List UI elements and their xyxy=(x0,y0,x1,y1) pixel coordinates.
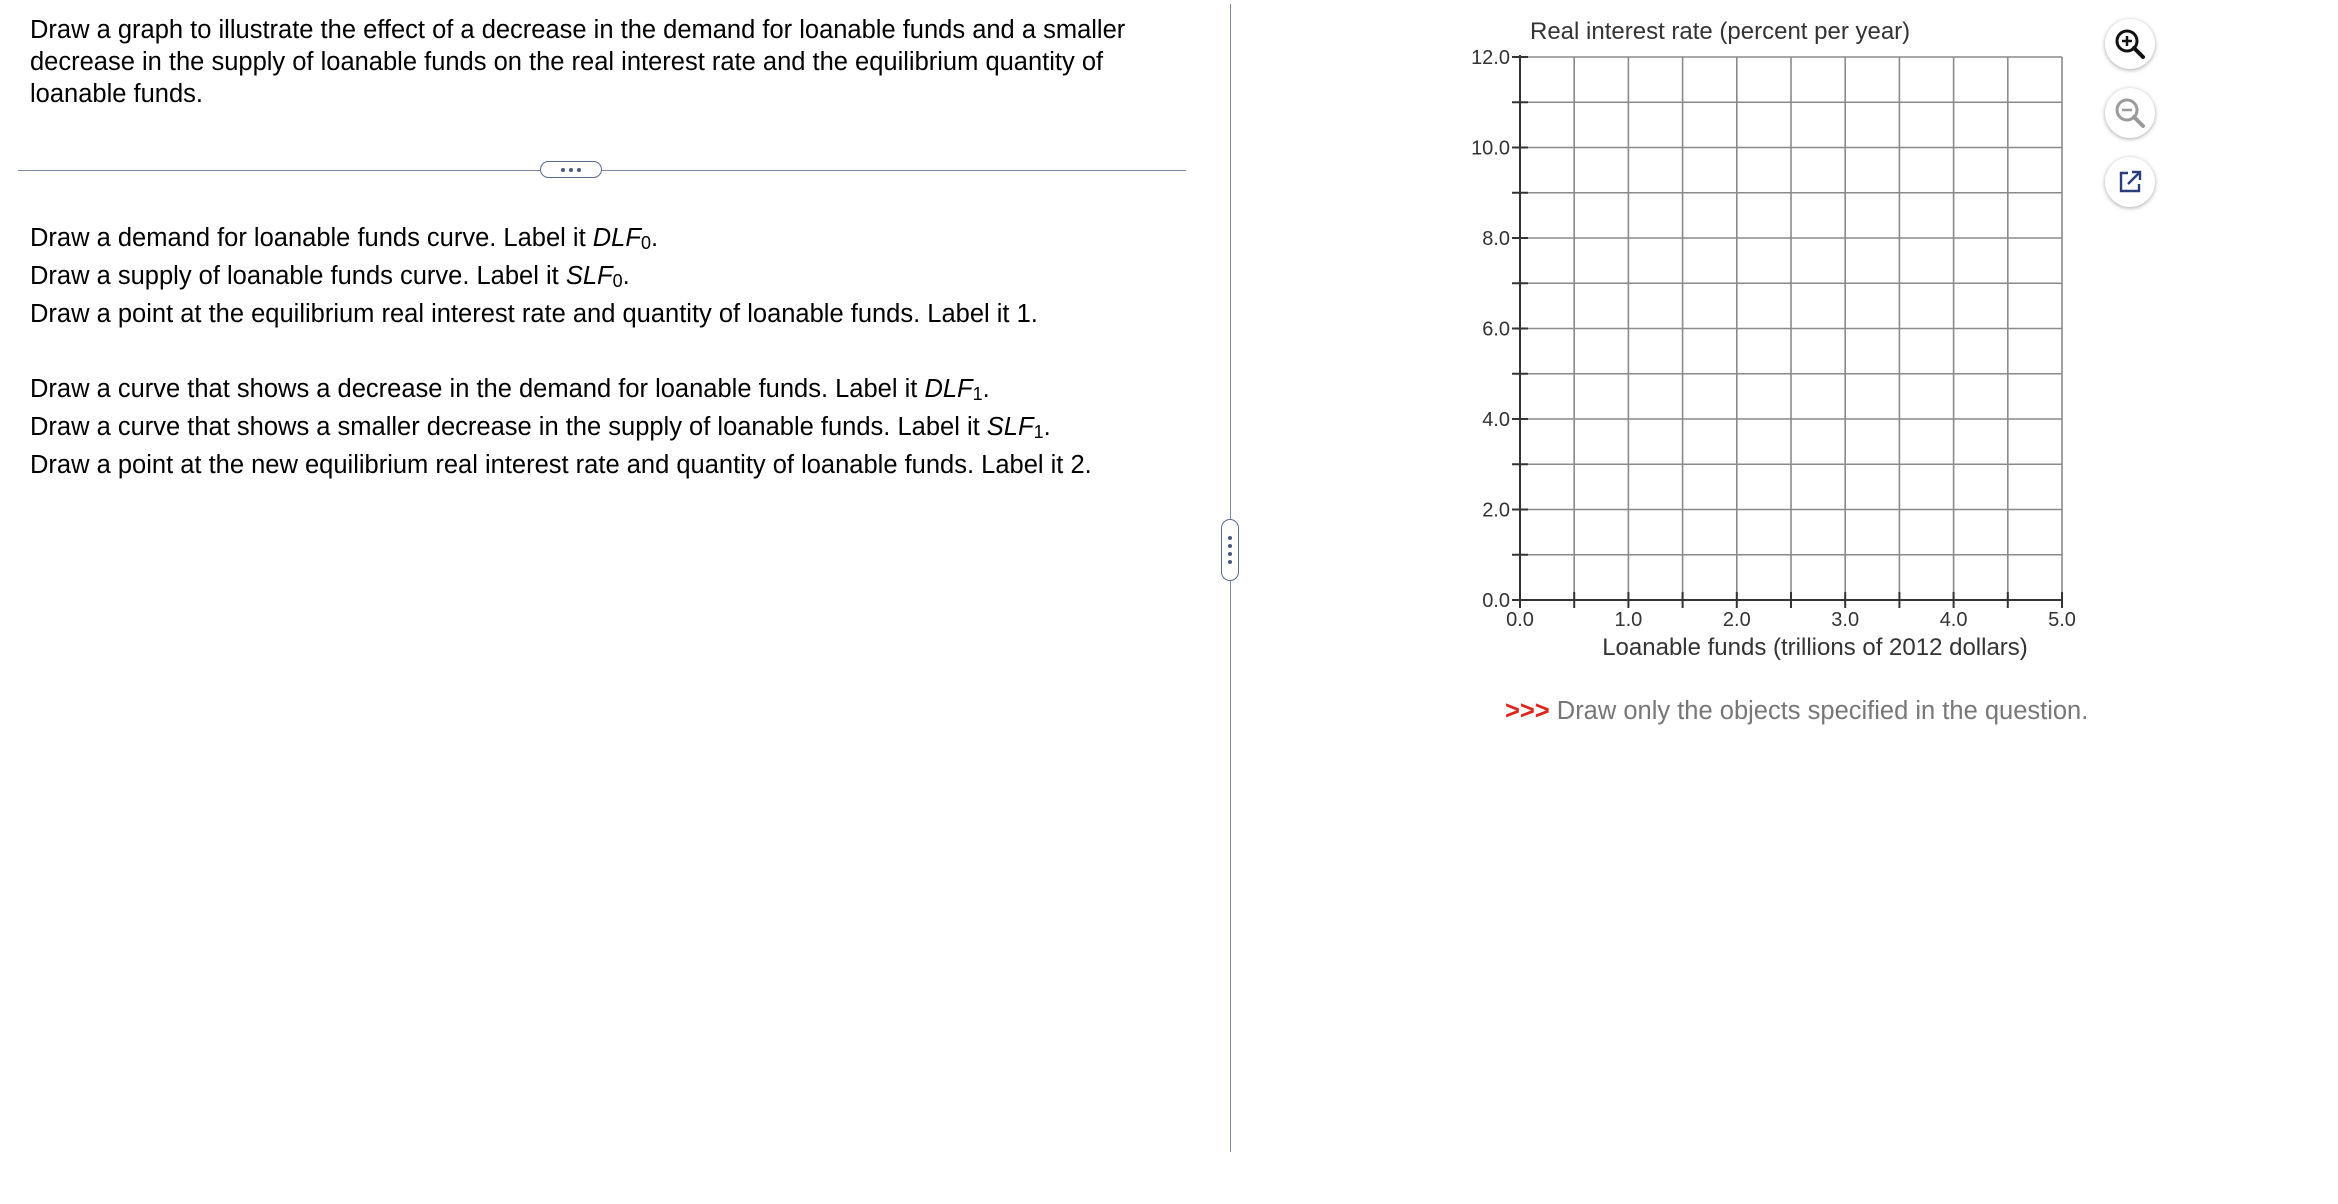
instruction-5: Draw a curve that shows a smaller decrease in the supply of loanable funds. Label it $SLF_1$. xyxy=(30,413,1051,442)
instruction-1: Draw a demand for loanable funds curve. Label it $DLF_0$. xyxy=(30,224,659,253)
x-tick-label: 0.0 xyxy=(1506,609,1534,631)
horizontal-divider xyxy=(18,170,1186,171)
x-axis-label: Loanable funds (trillions of 2012 dollars) xyxy=(1602,634,2028,661)
x-tick-label: 4.0 xyxy=(1939,609,1968,631)
x-tick-label: 2.0 xyxy=(1722,609,1751,631)
x-tick-label: 3.0 xyxy=(1831,609,1860,631)
popout-button[interactable] xyxy=(2105,157,2155,207)
zoom-in-button[interactable] xyxy=(2105,19,2155,69)
question-prompt: Draw a graph to illustrate the effect of a decrease in the demand for loanable funds and a smaller decrease in the supply of loanable funds on the real interest rate and the equilibrium quantity of loanable funds. xyxy=(30,16,1126,108)
instruction-4: Draw a curve that shows a decrease in the demand for loanable funds. Label it $DLF_1$. xyxy=(30,375,990,404)
dot-icon xyxy=(1228,544,1232,548)
y-tick-label: 8.0 xyxy=(1482,228,1510,250)
instruction-3: Draw a point at the equilibrium real interest rate and quantity of loanable funds. Label it 1. xyxy=(30,300,1038,328)
y-tick-label: 4.0 xyxy=(1482,409,1510,431)
expand-question-button[interactable] xyxy=(540,161,602,178)
y-tick-label: 6.0 xyxy=(1482,318,1510,341)
graph-area[interactable] xyxy=(1400,0,2100,680)
zoom-out-button[interactable] xyxy=(2105,88,2155,138)
external-window-icon xyxy=(2115,167,2145,197)
y-axis-label: Real interest rate (percent per year) xyxy=(1530,18,1911,45)
instruction-6: Draw a point at the new equilibrium real interest rate and quantity of loanable funds. Label it 2. xyxy=(30,451,1092,479)
dot-icon xyxy=(561,168,565,172)
x-tick-label: 5.0 xyxy=(2048,609,2076,631)
dot-icon xyxy=(577,168,581,172)
x-tick-label: 1.0 xyxy=(1614,609,1643,631)
dot-icon xyxy=(1228,560,1232,564)
dot-icon xyxy=(1228,536,1232,540)
instruction-2: Draw a supply of loanable funds curve. Label it $SLF_0$. xyxy=(30,262,630,291)
resize-pane-handle[interactable] xyxy=(1221,519,1239,581)
y-tick-label: 0.0 xyxy=(1482,590,1510,612)
y-tick-label: 12.0 xyxy=(1471,47,1510,69)
y-tick-label: 10.0 xyxy=(1471,137,1510,160)
dot-icon xyxy=(569,168,573,172)
zoom-in-icon xyxy=(2113,27,2147,61)
zoom-out-icon xyxy=(2113,96,2147,130)
hint-arrows: >>> xyxy=(1505,697,1550,725)
hint-text xyxy=(1505,697,2088,726)
hint-message: Draw only the objects specified in the question. xyxy=(1549,697,2089,725)
y-tick-label: 2.0 xyxy=(1482,499,1510,522)
dot-icon xyxy=(1228,552,1232,556)
